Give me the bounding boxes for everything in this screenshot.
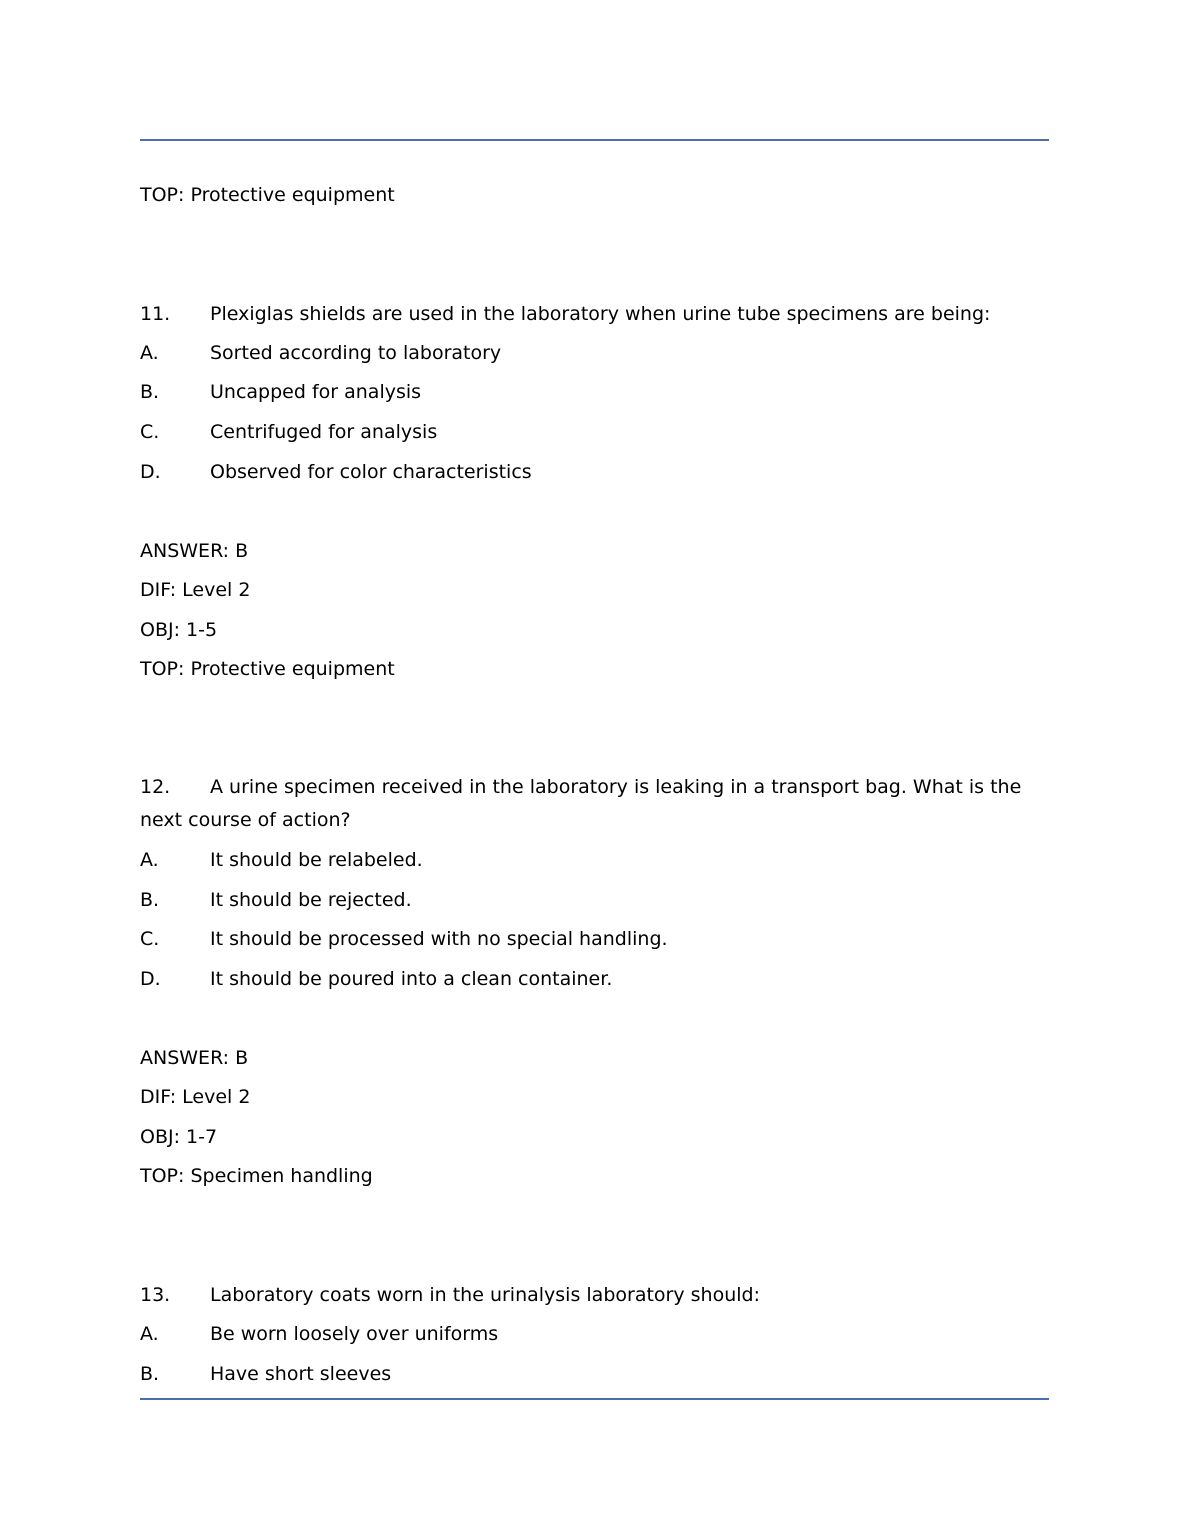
answer: ANSWER: B: [140, 540, 249, 562]
option-text: It should be rejected.: [210, 889, 412, 911]
question-12-stem: [140, 771, 1040, 837]
option-a: [140, 1322, 498, 1346]
option-letter: C.: [140, 928, 160, 950]
option-letter: A.: [140, 1323, 159, 1345]
option-text: Sorted according to laboratory: [210, 342, 502, 364]
option-letter: B.: [140, 381, 160, 403]
question-13-stem: [140, 1283, 760, 1307]
question-text: Plexiglas shields are used in the laboratory when urine tube specimens are being:: [210, 303, 991, 325]
topic: TOP: Specimen handling: [140, 1165, 373, 1187]
option-text: It should be processed with no special handling.: [210, 928, 668, 950]
question-number: 12.: [140, 776, 171, 798]
question-text: A urine specimen received in the laboratory is leaking in a transport bag. What is the next course of action?: [140, 776, 1022, 831]
objective: OBJ: 1-7: [140, 1126, 218, 1148]
footer-rule: [140, 1398, 1049, 1400]
option-b: [140, 380, 421, 404]
option-text: Uncapped for analysis: [210, 381, 422, 403]
question-text: Laboratory coats worn in the urinalysis laboratory should:: [210, 1284, 760, 1306]
difficulty: DIF: Level 2: [140, 1086, 251, 1108]
option-letter: B.: [140, 1363, 160, 1385]
difficulty: DIF: Level 2: [140, 579, 251, 601]
header-rule: [140, 139, 1049, 141]
question-11-stem: [140, 302, 990, 326]
option-text: It should be relabeled.: [210, 849, 423, 871]
option-b: [140, 888, 412, 912]
option-c: [140, 420, 437, 444]
option-letter: C.: [140, 421, 160, 443]
option-letter: A.: [140, 849, 159, 871]
option-d: [140, 460, 532, 484]
option-text: Be worn loosely over uniforms: [210, 1323, 499, 1345]
option-a: [140, 848, 423, 872]
option-text: Observed for color characteristics: [210, 461, 532, 483]
option-letter: B.: [140, 889, 160, 911]
question-number: 11.: [140, 303, 171, 325]
option-d: [140, 967, 612, 991]
option-letter: D.: [140, 968, 161, 990]
option-letter: A.: [140, 342, 159, 364]
option-b: [140, 1362, 391, 1386]
carryover-topic: TOP: Protective equipment: [140, 184, 395, 206]
question-number: 13.: [140, 1284, 171, 1306]
option-a: [140, 341, 501, 365]
topic: TOP: Protective equipment: [140, 658, 395, 680]
option-c: [140, 927, 668, 951]
option-text: Centrifuged for analysis: [210, 421, 438, 443]
option-text: It should be poured into a clean container.: [210, 968, 613, 990]
answer: ANSWER: B: [140, 1047, 249, 1069]
option-letter: D.: [140, 461, 161, 483]
option-text: Have short sleeves: [210, 1363, 392, 1385]
objective: OBJ: 1-5: [140, 619, 218, 641]
